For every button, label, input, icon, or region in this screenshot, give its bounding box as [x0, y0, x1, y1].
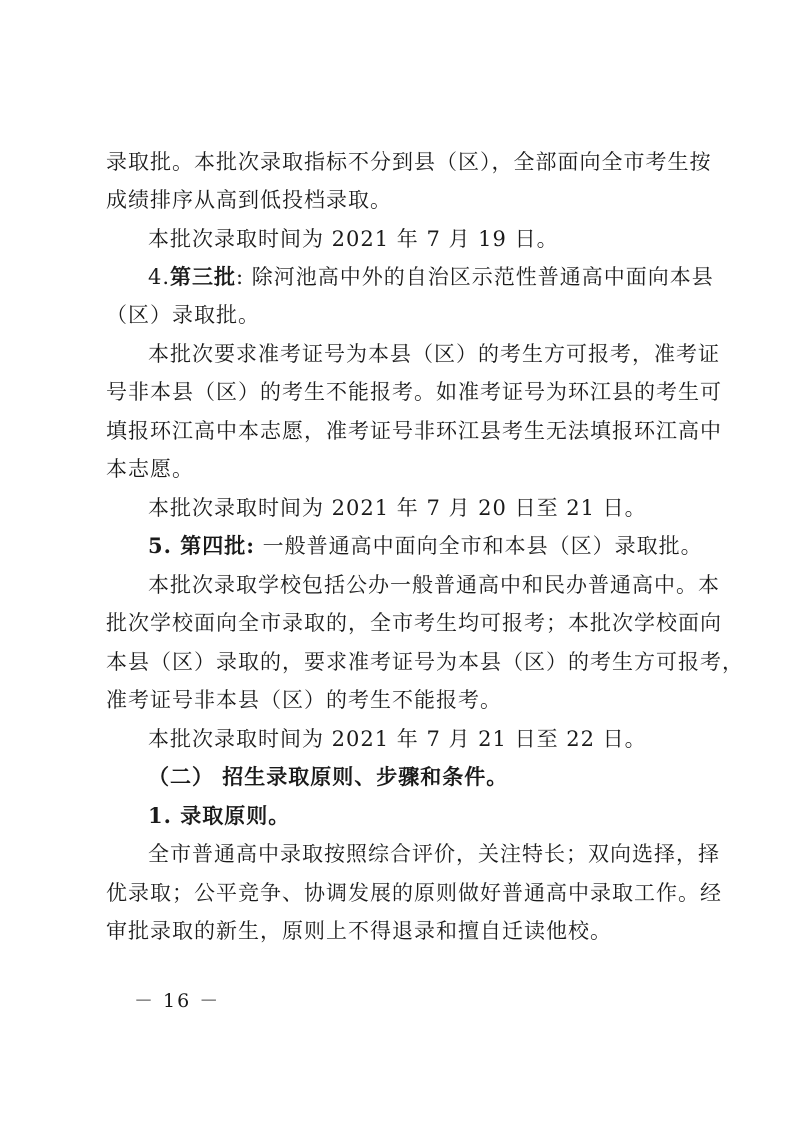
- paragraph-line: 本县（区）录取的，要求准考证号为本县（区）的考生方可报考，: [106, 650, 744, 674]
- section-heading-line: [148, 259, 714, 295]
- paragraph-line: 录取批。本批次录取指标不分到县（区），全部面向全市考生按: [106, 150, 712, 174]
- paragraph-line: 本批次录取时间为 2021 年 7 月 21 日至 22 日。: [148, 727, 647, 751]
- paragraph-line: 本批次录取学校包括公办一般普通高中和民办普通高中。本: [148, 573, 720, 597]
- item-number: 4.: [148, 265, 171, 289]
- paragraph-line: 本批次录取时间为 2021 年 7 月 19 日。: [148, 227, 559, 251]
- subsection-heading: 1. 录取原则。: [148, 803, 291, 828]
- section-heading: （二） 招生录取原则、步骤和条件。: [148, 764, 509, 789]
- paragraph-line: 号非本县（区）的考生不能报考。如准考证号为环江县的考生可: [106, 380, 722, 404]
- paragraph-line: 本批次要求准考证号为本县（区）的考生方可报考，准考证: [148, 342, 720, 366]
- paragraph-line: 审批录取的新生，原则上不得退录和擅自迁读他校。: [106, 919, 612, 943]
- item-text: 一般普通高中面向全市和本县（区）录取批。: [255, 534, 703, 558]
- paragraph-line: 本批次录取时间为 2021 年 7 月 20 日至 21 日。: [148, 496, 647, 520]
- paragraph-line: 填报环江高中本志愿，准考证号非环江县考生无法填报环江高中: [106, 419, 722, 443]
- item-text: : 除河池高中外的自治区示范性普通高中面向本县: [236, 265, 714, 289]
- paragraph-line: 全市普通高中录取按照综合评价，关注特长；双向选择，择: [148, 842, 720, 866]
- page-number: － 16 －: [134, 990, 221, 1012]
- item-title: 5. 第四批:: [148, 533, 255, 558]
- paragraph-line: （区）录取批。: [106, 303, 260, 327]
- paragraph-line: 本志愿。: [106, 457, 194, 481]
- paragraph-line: 准考证号非本县（区）的考生不能报考。: [106, 688, 502, 712]
- paragraph-line: 成绩排序从高到低投档录取。: [106, 188, 392, 212]
- paragraph-line: 批次学校面向全市录取的，全市考生均可报考；本批次学校面向: [106, 611, 722, 635]
- item-title: 第三批: [170, 264, 237, 289]
- section-heading-line: [148, 528, 703, 564]
- paragraph-line: 优录取；公平竞争、协调发展的原则做好普通高中录取工作。经: [106, 881, 722, 905]
